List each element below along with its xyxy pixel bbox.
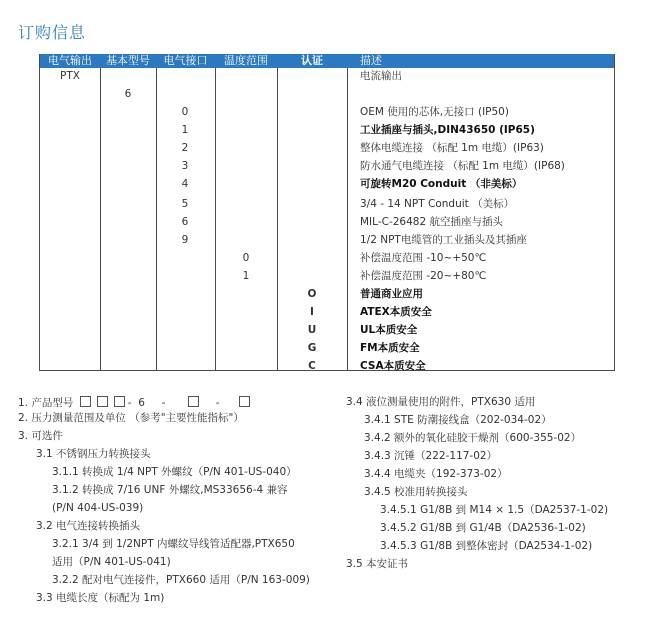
accessories-list-item: 3.4.2 额外的氧化硅胶干燥剂（600-355-02） (364, 432, 582, 444)
order-code-label: 1. 产品型号 (18, 397, 74, 409)
code-separator: - (215, 397, 220, 409)
options-list-item: 3.2.1 3/4 到 1/2NPT 内螺纹导线管适配器,PTX650 (52, 538, 295, 550)
table-cell-description: 普通商业应用 (360, 288, 423, 300)
table-cell-description: 工业插座与插头,DIN43650 (IP65) (360, 124, 535, 136)
column-divider (277, 68, 278, 370)
column-divider (347, 68, 348, 370)
table-cell-description: 3/4 - 14 NPT Conduit （美标） (360, 198, 515, 210)
table-cell-code: C (308, 360, 316, 372)
table-cell-code: 6 (124, 88, 132, 100)
accessories-list-item: 3.4.5.3 G1/8B 到整体密封（DA2534-1-02) (380, 540, 593, 552)
options-list-item: 适用（P/N 401-US-041) (52, 556, 171, 568)
table-cell-code: U (307, 324, 317, 336)
accessories-list-item: 3.4.3 沉锤（222-117-02） (364, 450, 498, 462)
code-box (97, 396, 108, 407)
ordering-table (39, 54, 615, 371)
options-list-item: 3.1.1 转换成 1/4 NPT 外螺纹（P/N 401-US-040） (52, 466, 297, 478)
header-description: 描述 (360, 54, 382, 67)
table-cell-code: 4 (181, 178, 189, 190)
options-list-item: 2. 压力测量范围及单位 （参考"主要性能指标"） (18, 412, 244, 424)
table-cell-code: 1 (242, 270, 250, 282)
table-cell-code: 0 (242, 252, 250, 264)
table-cell-description: 整体电缆连接 （标配 1m 电缆）(IP63) (360, 142, 544, 154)
table-header (40, 54, 614, 68)
table-cell-description: CSA本质安全 (360, 360, 426, 372)
header-electrical-output: 电气输出 (48, 54, 92, 67)
page-title: 订购信息 (18, 23, 87, 42)
accessories-list-item: 3.4.5.2 G1/8B 到 G1/4B（DA2536-1-02) (380, 522, 586, 534)
column-divider (156, 68, 157, 370)
table-cell-description: 防水通气电缆连接 （标配 1m 电缆）(IP68) (360, 160, 565, 172)
accessories-list-item: 3.4 液位测量使用的附件，PTX630 适用 (346, 396, 536, 408)
accessories-list-item: 3.4.5 校准用转换接头 (364, 486, 468, 498)
header-base-model: 基本型号 (106, 54, 150, 67)
table-cell-code: 0 (181, 106, 189, 118)
table-cell-code: I (310, 306, 314, 318)
table-cell-code: 5 (181, 198, 189, 210)
options-list-item: (P/N 404-US-039) (52, 502, 144, 514)
options-list-item: 3.1.2 转换成 7/16 UNF 外螺纹,MS33656-4 兼容 (52, 484, 288, 496)
options-list-item: 3.2 电气连接转换插头 (36, 520, 141, 532)
code-separator: - (161, 397, 166, 409)
column-divider (100, 68, 101, 370)
table-cell-description: 电流输出 (360, 70, 402, 82)
options-list-item: 3.3 电缆长度（标配为 1m) (36, 592, 165, 604)
options-list-item: 3.1 不锈钢压力转换接头 (36, 448, 151, 460)
table-cell-code: 2 (181, 142, 189, 154)
order-code-line (18, 396, 253, 410)
code-fixed-6: 6 (138, 397, 145, 409)
accessories-list-item: 3.4.5.1 G1/8B 到 M14 × 1.5（DA2537-1-02) (380, 504, 609, 516)
column-divider (215, 68, 216, 370)
header-certification: 认证 (301, 54, 323, 67)
table-cell-description: UL本质安全 (360, 324, 418, 336)
table-cell-code: 1 (181, 124, 189, 136)
options-list-item: 3. 可选件 (18, 430, 63, 442)
code-box (239, 396, 250, 407)
code-separator: - (127, 397, 132, 409)
table-cell-description: 可旋转M20 Conduit （非美标） (360, 178, 523, 190)
accessories-list-item: 3.4.1 STE 防潮接线盒（202-034-02） (364, 414, 552, 426)
table-cell-code: O (307, 288, 317, 300)
code-box (80, 396, 91, 407)
table-cell-description: 1/2 NPT电缆管的工业插头及其插座 (360, 234, 527, 246)
header-temperature-range: 温度范围 (224, 54, 268, 67)
table-cell-code: 3 (181, 160, 189, 172)
code-box (114, 396, 125, 407)
options-list-item: 3.2.2 配对电气连接件，PTX660 适用（P/N 163-009) (52, 574, 310, 586)
table-cell-description: ATEX本质安全 (360, 306, 432, 318)
accessories-list-item: 3.5 本安证书 (346, 558, 409, 570)
table-cell-description: FM本质安全 (360, 342, 420, 354)
code-box (188, 396, 199, 407)
accessories-list-item: 3.4.4 电缆夹（192-373-02） (364, 468, 508, 480)
table-cell-code: 6 (181, 216, 189, 228)
table-cell-description: OEM 使用的芯体,无接口 (IP50) (360, 106, 509, 118)
header-electrical-interface: 电气接口 (163, 54, 208, 67)
table-cell-description: MIL-C-26482 航空插座与插头 (360, 216, 503, 228)
table-cell-description: 补偿温度范围 -10~+50℃ (360, 252, 487, 264)
table-cell-code: 9 (181, 234, 189, 246)
table-cell-description: 补偿温度范围 -20~+80℃ (360, 270, 487, 282)
table-cell-code: G (307, 342, 317, 354)
table-cell-code: PTX (60, 70, 80, 82)
